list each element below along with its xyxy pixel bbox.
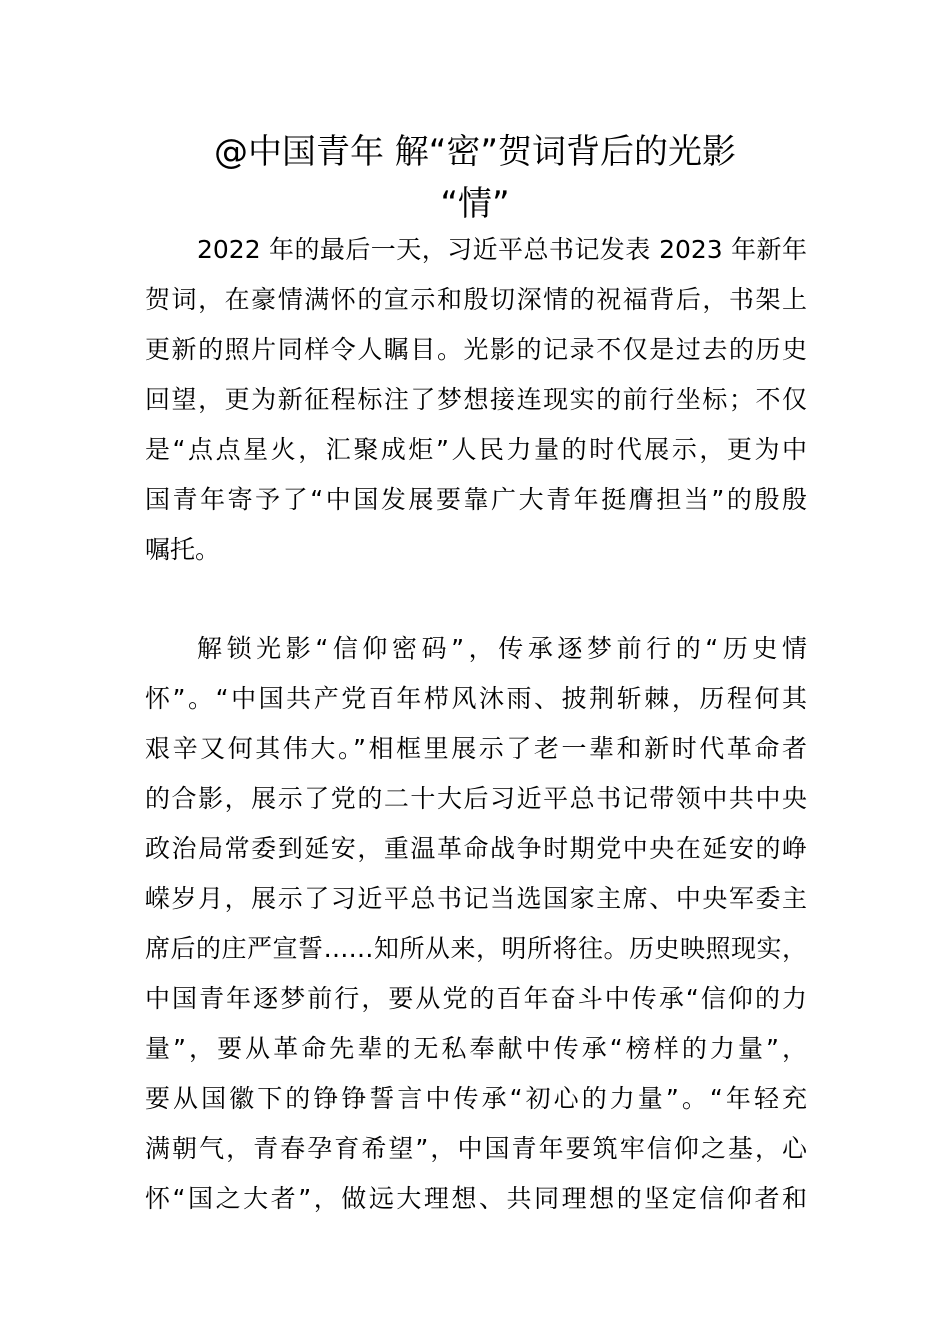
- paragraph-2-line: 要从国徽下的铮铮誓言中传承“初心的力量”。“年轻充: [145, 1084, 807, 1113]
- paragraph-2-line: 政治局常委到延安，重温革命战争时期党中央在延安的峥: [145, 834, 807, 863]
- paragraph-2-line: 怀“国之大者”，做远大理想、共同理想的坚定信仰者和: [145, 1184, 807, 1213]
- paragraph-1-line: 更新的照片同样令人瞩目。光影的记录不仅是过去的历史: [145, 335, 807, 364]
- paragraph-2-line: 嵘岁月，展示了习近平总书记当选国家主席、中央军委主: [145, 884, 807, 913]
- paragraph-1-line: 嘱托。: [145, 535, 221, 564]
- paragraph-2-line: 的合影，展示了党的二十大后习近平总书记带领中共中央: [145, 784, 807, 813]
- document-title-line-1: @中国青年 解“密”贺词背后的光影: [213, 132, 737, 172]
- paragraph-2-line: 艰辛又何其伟大。”相框里展示了老一辈和新时代革命者: [145, 734, 807, 763]
- paragraph-1-line: 国青年寄予了“中国发展要靠广大青年挺膺担当”的殷殷: [145, 485, 807, 514]
- document-title-line-2: “情”: [440, 184, 510, 224]
- paragraph-1-line: 贺词，在豪情满怀的宣示和殷切深情的祝福背后，书架上: [145, 285, 807, 314]
- paragraph-1-line: 是“点点星火，汇聚成炬”人民力量的时代展示，更为中: [145, 435, 807, 464]
- paragraph-2-line: 满朝气，青春孕育希望”，中国青年要筑牢信仰之基，心: [145, 1134, 807, 1163]
- paragraph-2-line: 中国青年逐梦前行，要从党的百年奋斗中传承“信仰的力: [145, 984, 807, 1013]
- paragraph-1-line: 回望，更为新征程标注了梦想接连现实的前行坐标；不仅: [145, 385, 807, 414]
- paragraph-2-line: 解锁光影“信仰密码”，传承逐梦前行的“历史情: [197, 634, 807, 663]
- paragraph-1-line: 2022 年的最后一天，习近平总书记发表 2023 年新年: [197, 235, 807, 264]
- paragraph-2-line: 怀”。“中国共产党百年栉风沐雨、披荆斩棘，历程何其: [145, 684, 807, 713]
- paragraph-2-line: 量”，要从革命先辈的无私奉献中传承“榜样的力量”，: [145, 1034, 807, 1063]
- paragraph-2-line: 席后的庄严宣誓……知所从来，明所将往。历史映照现实，: [145, 934, 807, 963]
